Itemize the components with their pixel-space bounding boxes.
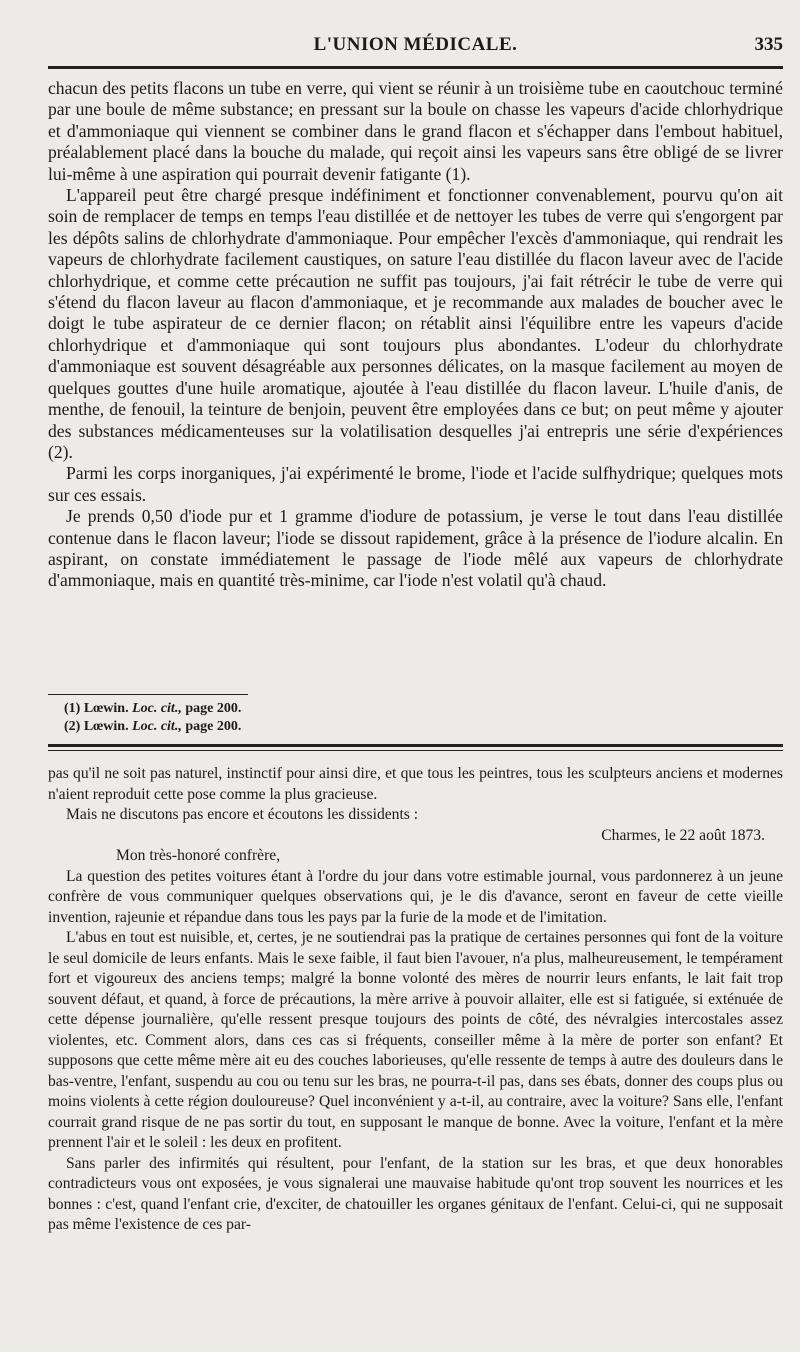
footnotes bbox=[64, 700, 784, 736]
feuilleton-text bbox=[48, 764, 783, 1236]
paragraph: Mais ne discutons pas encore et écoutons les dissidents : bbox=[66, 806, 419, 823]
header-rule bbox=[48, 66, 783, 69]
paragraph: La question des petites voitures étant à l'ordre du jour dans votre estimable journal, vous pardonnerez à un jeune confrère de vous communiquer quelques observations qui, je le dis d'avance, seront en faveur de cette vieille invention, rajeunie et répandue dans tous les pays par la furie de la mode et de l'imitation. bbox=[48, 867, 783, 926]
paragraph: Je prends 0,50 d'iode pur et 1 gramme d'iodure de potassium, je verse le tout dans l'eau distillée contenue dans le flacon laveur; l'iode se dissout rapidement, grâce à la présence de l'iodure alcalin. En aspirant, on constate immédiatement le passage de l'iode mêlé aux vapeurs de chlorhydrate d'ammoniaque, mais en quantité très-minime, car l'iode n'est volatil qu'à chaud. bbox=[48, 506, 783, 591]
section-divider-thin bbox=[48, 750, 783, 751]
journal-title: L'UNION MÉDICALE. bbox=[313, 34, 518, 55]
main-article-text bbox=[48, 78, 783, 592]
footnote-rule bbox=[48, 694, 248, 695]
page-number: 335 bbox=[754, 34, 783, 55]
paragraph: chacun des petits flacons un tube en verre, qui vient se réunir à un troisième tube en caoutchouc terminé par une boule de même substance; en pressant sur la boule on chasse les vapeurs d'acide chlorhydrique et d'ammoniaque qui viennent se combiner dans le grand flacon et s'échapper dans l'embout habituel, préalablement placé dans la bouche du malade, qui reçoit ainsi les vapeurs sans être obligé de se livrer lui-même à une aspiration qui pourrait devenir fatigante (1). bbox=[48, 78, 783, 184]
salutation: Mon très-honoré confrère, bbox=[116, 847, 281, 864]
paragraph: L'appareil peut être chargé presque indéfiniment et fonctionner convenablement, pourvu qu'on ait soin de remplacer de temps en temps l'eau distillée et de nettoyer les tubes de verre qui s'engorgent par les dépôts salins de chlorhydrate d'ammoniaque. Pour empêcher l'excès d'ammoniaque, qui rendrait les vapeurs de chlorhydrate facilement caustiques, on sature l'eau distillée du flacon laveur avec de l'acide chlorhydrique, et comme cette précaution ne suffit pas toujours, j'ai fait rétrécir le tube de verre qui s'étend du flacon laveur au flacon d'ammoniaque, et je recommande aux malades de boucher avec le doigt le tube aspirateur de ce dernier flacon; on rétablit ainsi l'équilibre entre les vapeurs d'acide chlorhydrique et d'ammoniaque qui sont toujours plus abondantes. L'odeur du chlorhydrate d'ammoniaque est souvent désagréable aux personnes délicates, on la masque facilement au moyen de quelques gouttes d'une huile aromatique, ajoutée à l'eau distillée du flacon laveur. L'huile d'anis, de menthe, de fenouil, la teinture de benjoin, peuvent être employées dans ce but; on peut même y ajouter des substances médicamenteuses sur la volatilisation desquelles j'ai entrepris une série d'expériences (2). bbox=[48, 185, 783, 462]
dateline: Charmes, le 22 août 1873. bbox=[601, 826, 765, 844]
footnote: (1) Lœwin. Loc. cit., page 200. bbox=[64, 701, 242, 716]
paragraph: Sans parler des infirmités qui résultent, pour l'enfant, de la station sur les bras, et que deux honorables contradicteurs vous ont exposées, je vous signalerai une mauvaise habitude qu'ont trop souvent les nourrices et les bonnes : c'est, quand l'enfant crie, d'exciter, de chatouiller les organes génitaux de l'enfant. Celui-ci, qui ne supposait pas même l'existence de ces par- bbox=[48, 1154, 783, 1233]
paragraph: Parmi les corps inorganiques, j'ai expérimenté le brome, l'iode et l'acide sulfhydrique; quelques mots sur ces essais. bbox=[48, 463, 783, 505]
paragraph: pas qu'il ne soit pas naturel, instinctif pour ainsi dire, et que tous les peintres, tous les sculpteurs anciens et modernes n'aient reproduit cette pose comme la plus gracieuse. bbox=[48, 765, 783, 803]
footnote: (2) Lœwin. Loc. cit., page 200. bbox=[64, 719, 242, 734]
section-divider bbox=[48, 744, 783, 747]
running-header bbox=[48, 34, 783, 60]
paragraph: L'abus en tout est nuisible, et, certes, je ne soutiendrai pas la pratique de certaines personnes qui font de la voiture le seul domicile de leurs enfants. Mais le sexe faible, il faut bien l'avouer, n'a plus, malheureusement, le tempérament fort et vigoureux des anciens temps; malgré la bonne volonté des mères de nourrir leurs enfants, le lait fait trop souvent défaut, et quand, à force de précautions, la mère arrive à pouvoir allaiter, elle est si fatiguée, si exténuée de cette dépense journalière, qu'elle ressent presque toujours des points de côté, des névralgies intercostales assez violentes, etc. Comment alors, dans ces cas si fréquents, conseiller même à la mère de porter son enfant? Et supposons que cette même mère ait eu des couches laborieuses, qu'elle ressente de temps à autre des douleurs dans le bas-ventre, l'enfant, suspendu au cou ou tenu sur les bras, ne pourra-t-il pas, dans ses ébats, donner des coups plus ou moins violents à cette région douloureuse? Quel inconvénient y a-t-il, au contraire, avec la voiture? Sans elle, l'enfant courrait grand risque de ne pas sortir du tout, en supposant le manque de bonne. Avec la voiture, l'enfant et la mère prennent l'air et le soleil : les deux en profitent. bbox=[48, 929, 783, 1151]
